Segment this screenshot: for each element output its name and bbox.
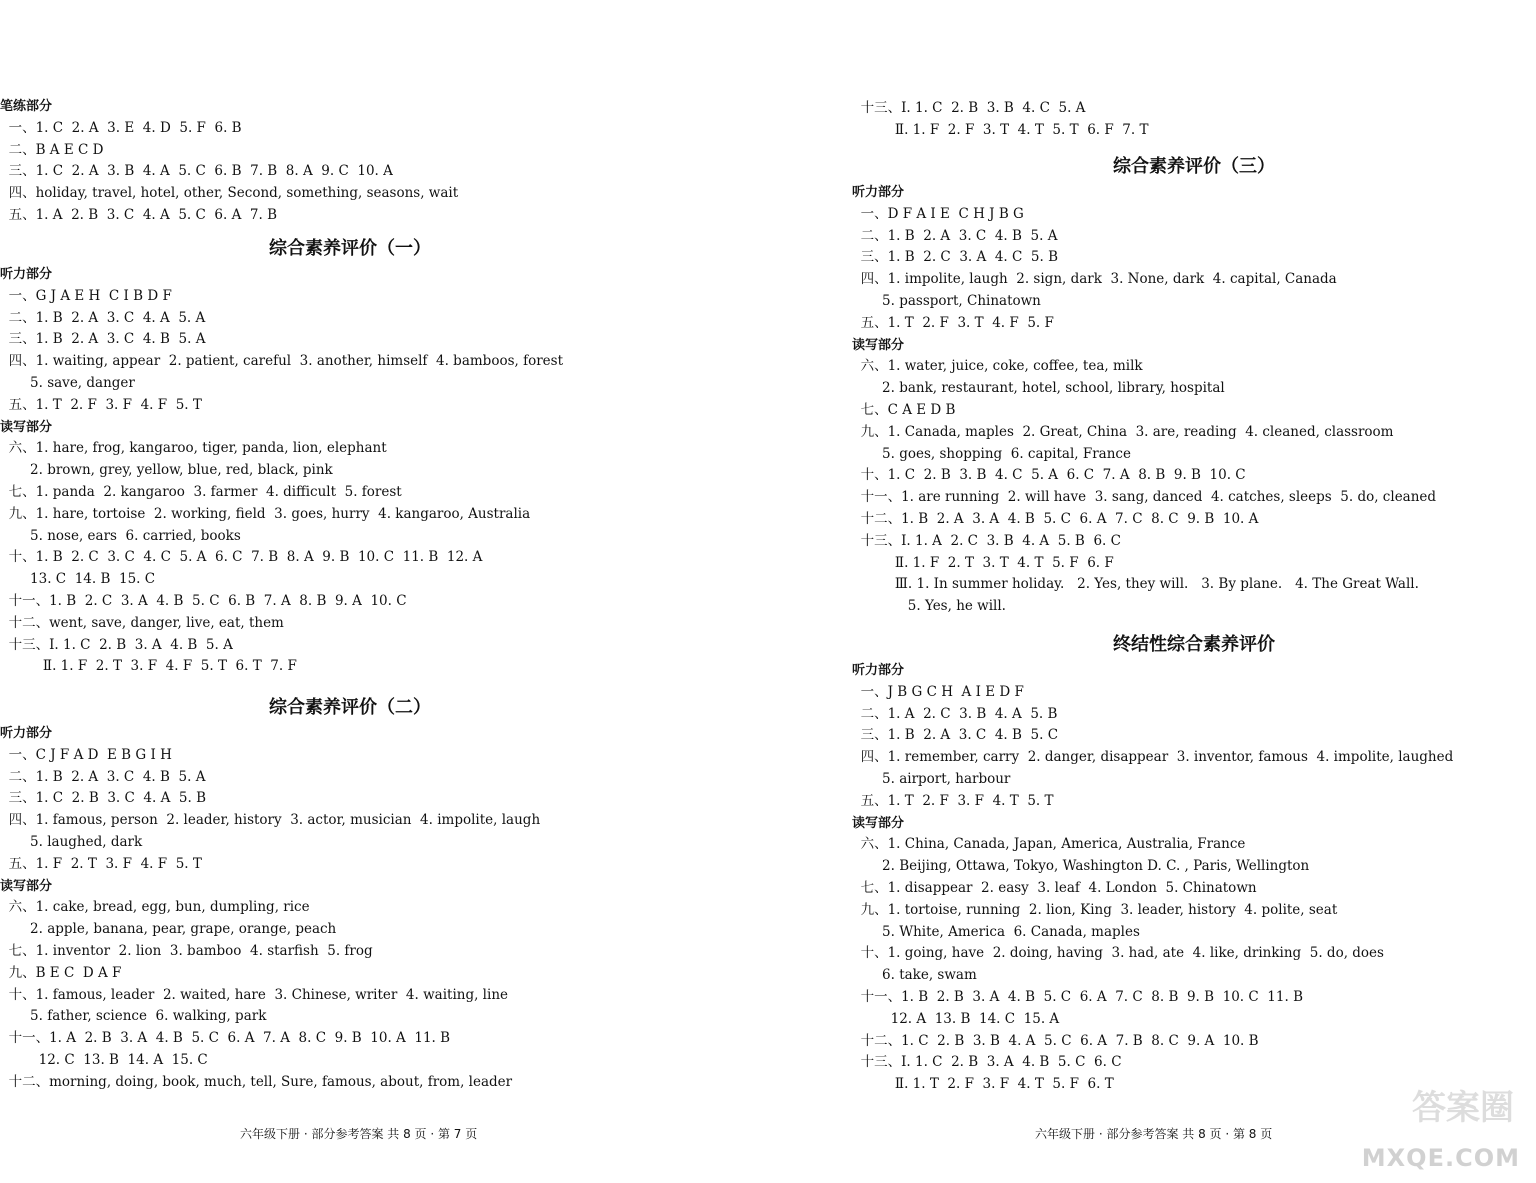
answer-line: 5. airport, harbour xyxy=(852,770,1011,787)
answer-line: 五、1. T 2. F 3. T 4. F 5. F xyxy=(852,314,1054,331)
section-title: 综合素养评价（二） xyxy=(269,697,431,718)
answer-line: 5. Yes, he will. xyxy=(852,598,1006,615)
answer-line: 六、1. water, juice, coke, coffee, tea, milk xyxy=(852,358,1143,375)
section-label: 听力部分 xyxy=(0,726,53,741)
answer-line: 十、1. B 2. C 3. C 4. C 5. A 6. C 7. B 8. A 9. B 10. C 11. B 12. A xyxy=(0,549,483,566)
answer-line: 十一、1. are running 2. will have 3. sang, danced 4. catches, sleeps 5. do, cleaned xyxy=(852,489,1437,506)
answer-line: 四、1. remember, carry 2. danger, disappear 3. inventor, famous 4. impolite, laughed xyxy=(852,749,1454,766)
answer-line: 一、1. C 2. A 3. E 4. D 5. F 6. B xyxy=(0,119,242,136)
right-footer: 六年级下册 · 部分参考答案 共 8 页 · 第 8 页 xyxy=(1035,1127,1273,1141)
answer-line: 二、1. B 2. A 3. C 4. A 5. A xyxy=(0,309,206,326)
answer-line: 四、1. famous, person 2. leader, history 3. actor, musician 4. impolite, laugh xyxy=(0,812,541,829)
section-label: 听力部分 xyxy=(0,267,53,282)
answer-line: 一、D F A I E C H J B G xyxy=(852,205,1024,222)
answer-line: 十、1. C 2. B 3. B 4. C 5. A 6. C 7. A 8. B 9. B 10. C xyxy=(852,467,1246,484)
answer-line: 四、1. waiting, appear 2. patient, careful 3. another, himself 4. bamboos, forest xyxy=(0,353,564,370)
answer-line: 2. apple, banana, pear, grape, orange, peach xyxy=(0,921,337,938)
watermark-logo: 答案圈 xyxy=(1412,1088,1514,1128)
answer-line: 5. father, science 6. walking, park xyxy=(0,1008,267,1025)
answer-line: Ⅱ. 1. F 2. T 3. T 4. T 5. F 6. F xyxy=(852,554,1114,571)
section-label: 读写部分 xyxy=(0,878,53,894)
answer-line: 5. passport, Chinatown xyxy=(852,292,1041,309)
answer-line: 六、1. hare, frog, kangaroo, tiger, panda, lion, elephant xyxy=(0,440,387,457)
answer-line: 七、1. inventor 2. lion 3. bamboo 4. starfish 5. frog xyxy=(0,942,373,959)
answer-line: 十二、morning, doing, book, much, tell, Sure, famous, about, from, leader xyxy=(0,1073,513,1090)
watermark-text: MXQE.COM xyxy=(1361,1144,1520,1172)
answer-line: 三、1. C 2. B 3. C 4. A 5. B xyxy=(0,790,207,807)
answer-line: 一、C J F A D E B G I H xyxy=(0,746,172,763)
answer-line: 二、1. B 2. A 3. C 4. B 5. A xyxy=(0,768,206,785)
answer-line: 十一、1. B 2. B 3. A 4. B 5. C 6. A 7. C 8. B 9. B 10. C 11. B xyxy=(852,988,1303,1005)
answer-line: 九、B E C D A F xyxy=(0,964,122,981)
left-footer: 六年级下册 · 部分参考答案 共 8 页 · 第 7 页 xyxy=(240,1127,478,1141)
answer-line: 十二、1. C 2. B 3. B 4. A 5. C 6. A 7. B 8. C 9. A 10. B xyxy=(852,1032,1259,1049)
answer-line: 十三、Ⅰ. 1. A 2. C 3. B 4. A 5. B 6. C xyxy=(852,532,1121,549)
answer-line: 十一、1. B 2. C 3. A 4. B 5. C 6. B 7. A 8. B 9. A 10. C xyxy=(0,592,407,609)
section-title: 终结性综合素养评价 xyxy=(1113,634,1275,655)
answer-line: 十三、Ⅰ. 1. C 2. B 3. B 4. C 5. A xyxy=(852,100,1086,116)
answer-line: 2. brown, grey, yellow, blue, red, black, pink xyxy=(0,462,333,479)
answer-line: 5. goes, shopping 6. capital, France xyxy=(852,445,1131,462)
left-block-2 xyxy=(0,234,700,678)
section-label: 听力部分 xyxy=(852,663,905,678)
answer-line: 二、1. B 2. A 3. C 4. B 5. A xyxy=(852,227,1058,244)
answer-line: 5. nose, ears 6. carried, books xyxy=(0,527,241,544)
answer-line: 十一、1. A 2. B 3. A 4. B 5. C 6. A 7. A 8. C 9. B 10. A 11. B xyxy=(0,1030,451,1047)
left-block-1 xyxy=(0,96,700,227)
left-block-3 xyxy=(0,693,700,1094)
answer-line: 2. bank, restaurant, hotel, school, library, hospital xyxy=(852,380,1225,397)
answer-line: 十、1. going, have 2. doing, having 3. had, ate 4. like, drinking 5. do, does xyxy=(852,945,1384,962)
answer-line: 6. take, swam xyxy=(852,967,977,984)
section-label: 笔练部分 xyxy=(0,99,53,114)
answer-line: 九、1. hare, tortoise 2. working, field 3. goes, hurry 4. kangaroo, Australia xyxy=(0,505,531,522)
answer-line: 五、1. T 2. F 3. F 4. F 5. T xyxy=(0,396,202,413)
answer-line: 十三、Ⅰ. 1. C 2. B 3. A 4. B 5. A xyxy=(0,636,233,653)
right-block-3 xyxy=(852,630,1536,1096)
answer-line: Ⅱ. 1. F 2. F 3. T 4. T 5. T 6. F 7. T xyxy=(852,121,1149,138)
answer-line: 三、1. B 2. A 3. C 4. B 5. A xyxy=(0,331,206,348)
answer-line: 九、1. Canada, maples 2. Great, China 3. are, reading 4. cleaned, classroom xyxy=(852,423,1394,440)
answer-line: Ⅱ. 1. T 2. F 3. F 4. T 5. F 6. T xyxy=(852,1076,1114,1093)
answer-line: 一、J B G C H A I E D F xyxy=(852,683,1024,700)
answer-line: 七、C A E D B xyxy=(852,401,956,418)
answer-line: 5. White, America 6. Canada, maples xyxy=(852,923,1140,940)
answer-line: 13. C 14. B 15. C xyxy=(0,571,156,588)
section-label: 读写部分 xyxy=(0,419,53,435)
answer-line: 5. save, danger xyxy=(0,374,135,391)
answer-line: 二、B A E C D xyxy=(0,141,104,158)
section-label: 读写部分 xyxy=(852,815,905,831)
answer-line: 十三、Ⅰ. 1. C 2. B 3. A 4. B 5. C 6. C xyxy=(852,1054,1122,1071)
answer-line: 三、1. B 2. C 3. A 4. C 5. B xyxy=(852,249,1059,266)
answer-line: 12. A 13. B 14. C 15. A xyxy=(852,1010,1060,1027)
answer-line: Ⅱ. 1. F 2. T 3. F 4. F 5. T 6. T 7. F xyxy=(0,658,297,675)
answer-line: 四、1. impolite, laugh 2. sign, dark 3. None, dark 4. capital, Canada xyxy=(852,271,1337,288)
answer-line: 六、1. cake, bread, egg, bun, dumpling, rice xyxy=(0,899,310,916)
answer-line: 三、1. C 2. A 3. B 4. A 5. C 6. B 7. B 8. A 9. C 10. A xyxy=(0,163,393,180)
answer-line: 十、1. famous, leader 2. waited, hare 3. Chinese, writer 4. waiting, line xyxy=(0,986,509,1003)
section-label: 听力部分 xyxy=(852,185,905,200)
answer-line: 5. laughed, dark xyxy=(0,833,143,850)
section-title: 综合素养评价（三） xyxy=(1113,156,1275,177)
answer-line: 十二、1. B 2. A 3. A 4. B 5. C 6. A 7. C 8. C 9. B 10. A xyxy=(852,510,1259,527)
watermark xyxy=(1361,1080,1530,1180)
answer-line: 四、holiday, travel, hotel, other, Second, something, seasons, wait xyxy=(0,185,459,202)
answer-line: 七、1. disappear 2. easy 3. leaf 4. London 5. Chinatown xyxy=(852,879,1257,896)
answer-line: 五、1. F 2. T 3. F 4. F 5. T xyxy=(0,855,202,872)
section-label: 读写部分 xyxy=(852,337,905,353)
answer-line: 五、1. A 2. B 3. C 4. A 5. C 6. A 7. B xyxy=(0,206,278,223)
answer-line: 六、1. China, Canada, Japan, America, Australia, France xyxy=(852,836,1246,853)
answer-line: 七、1. panda 2. kangaroo 3. farmer 4. difficult 5. forest xyxy=(0,483,402,500)
answer-line: Ⅲ. 1. In summer holiday. 2. Yes, they will. 3. By plane. 4. The Great Wall. xyxy=(852,576,1419,593)
answer-line: 五、1. T 2. F 3. F 4. T 5. T xyxy=(852,792,1054,809)
section-title: 综合素养评价（一） xyxy=(269,238,431,259)
answer-line: 12. C 13. B 14. A 15. C xyxy=(0,1051,208,1068)
answer-line: 十二、went, save, danger, live, eat, them xyxy=(0,614,284,631)
answer-line: 一、G J A E H C I B D F xyxy=(0,287,172,304)
right-block-2 xyxy=(852,152,1536,618)
right-block-1 xyxy=(852,98,1536,142)
answer-line: 二、1. A 2. C 3. B 4. A 5. B xyxy=(852,705,1058,722)
answer-line: 三、1. B 2. A 3. C 4. B 5. C xyxy=(852,727,1059,744)
answer-line: 九、1. tortoise, running 2. lion, King 3. leader, history 4. polite, seat xyxy=(852,901,1338,918)
answer-line: 2. Beijing, Ottawa, Tokyo, Washington D. C. , Paris, Wellington xyxy=(852,858,1310,875)
